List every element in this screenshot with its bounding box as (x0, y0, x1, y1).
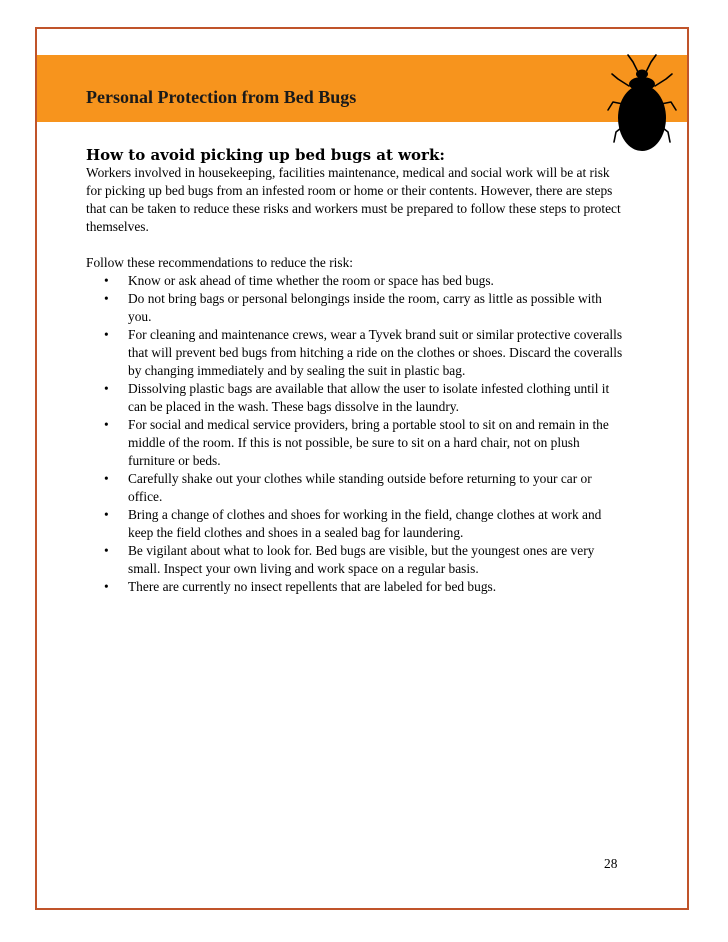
bullet-icon: • (104, 471, 109, 486)
list-item (86, 380, 624, 416)
list-item-text: For social and medical service providers, bring a portable stool to sit on and remain in the middle of the room. If this is not possible, be sure to sit on a hard chair, not on plush furniture or beds. (128, 417, 609, 468)
list-item-text: There are currently no insect repellents that are labeled for bed bugs. (128, 579, 497, 594)
list-item (86, 578, 624, 596)
list-item-text: Bring a change of clothes and shoes for working in the field, change clothes at work and keep the field clothes and shoes in a sealed bag for laundering. (128, 507, 602, 540)
recommendations-intro: Follow these recommendations to reduce the risk: (86, 255, 354, 270)
page-title: Personal Protection from Bed Bugs (86, 87, 357, 107)
bullet-icon: • (104, 381, 109, 396)
content-section (86, 146, 624, 596)
list-item-text: Carefully shake out your clothes while standing outside before returning to your car or office. (128, 471, 592, 504)
list-item (86, 272, 624, 290)
list-item-text: Do not bring bags or personal belongings inside the room, carry as little as possible with you. (128, 291, 602, 324)
list-item (86, 542, 624, 578)
bullet-icon: • (104, 327, 109, 342)
list-item (86, 470, 624, 506)
list-item (86, 326, 624, 380)
bullet-icon: • (104, 579, 109, 594)
bullet-icon: • (104, 417, 109, 432)
bullet-icon: • (104, 291, 109, 306)
bed-bug-icon (606, 52, 678, 154)
page-number: 28 (604, 856, 618, 871)
list-item-text: Know or ask ahead of time whether the room or space has bed bugs. (128, 273, 494, 288)
bullet-icon: • (104, 507, 109, 522)
list-item-text: Dissolving plastic bags are available that allow the user to isolate infested clothing until it can be placed in the wash. These bags dissolve in the laundry. (128, 381, 610, 414)
recommendations-list (86, 272, 624, 596)
bullet-icon: • (104, 273, 109, 288)
list-item (86, 290, 624, 326)
bullet-icon: • (104, 543, 109, 558)
list-item (86, 416, 624, 470)
list-item (86, 506, 624, 542)
section-heading: How to avoid picking up bed bugs at work: (86, 146, 445, 164)
list-item-text: Be vigilant about what to look for. Bed bugs are visible, but the youngest ones are very small. Inspect your own living and work space on a regular basis. (128, 543, 595, 576)
list-item-text: For cleaning and maintenance crews, wear a Tyvek brand suit or similar protective coveralls that will prevent bed bugs from hitching a ride on the clothes or shoes. Discard the coveralls by changing immediately and by sealing the suit in plastic bag. (128, 327, 623, 378)
intro-paragraph: Workers involved in housekeeping, facilities maintenance, medical and social work will be at risk for picking up bed bugs from an infested room or home or their contents. However, there are steps that can be taken to reduce these risks and workers must be prepared to follow these steps to protect themselves. (86, 165, 621, 234)
